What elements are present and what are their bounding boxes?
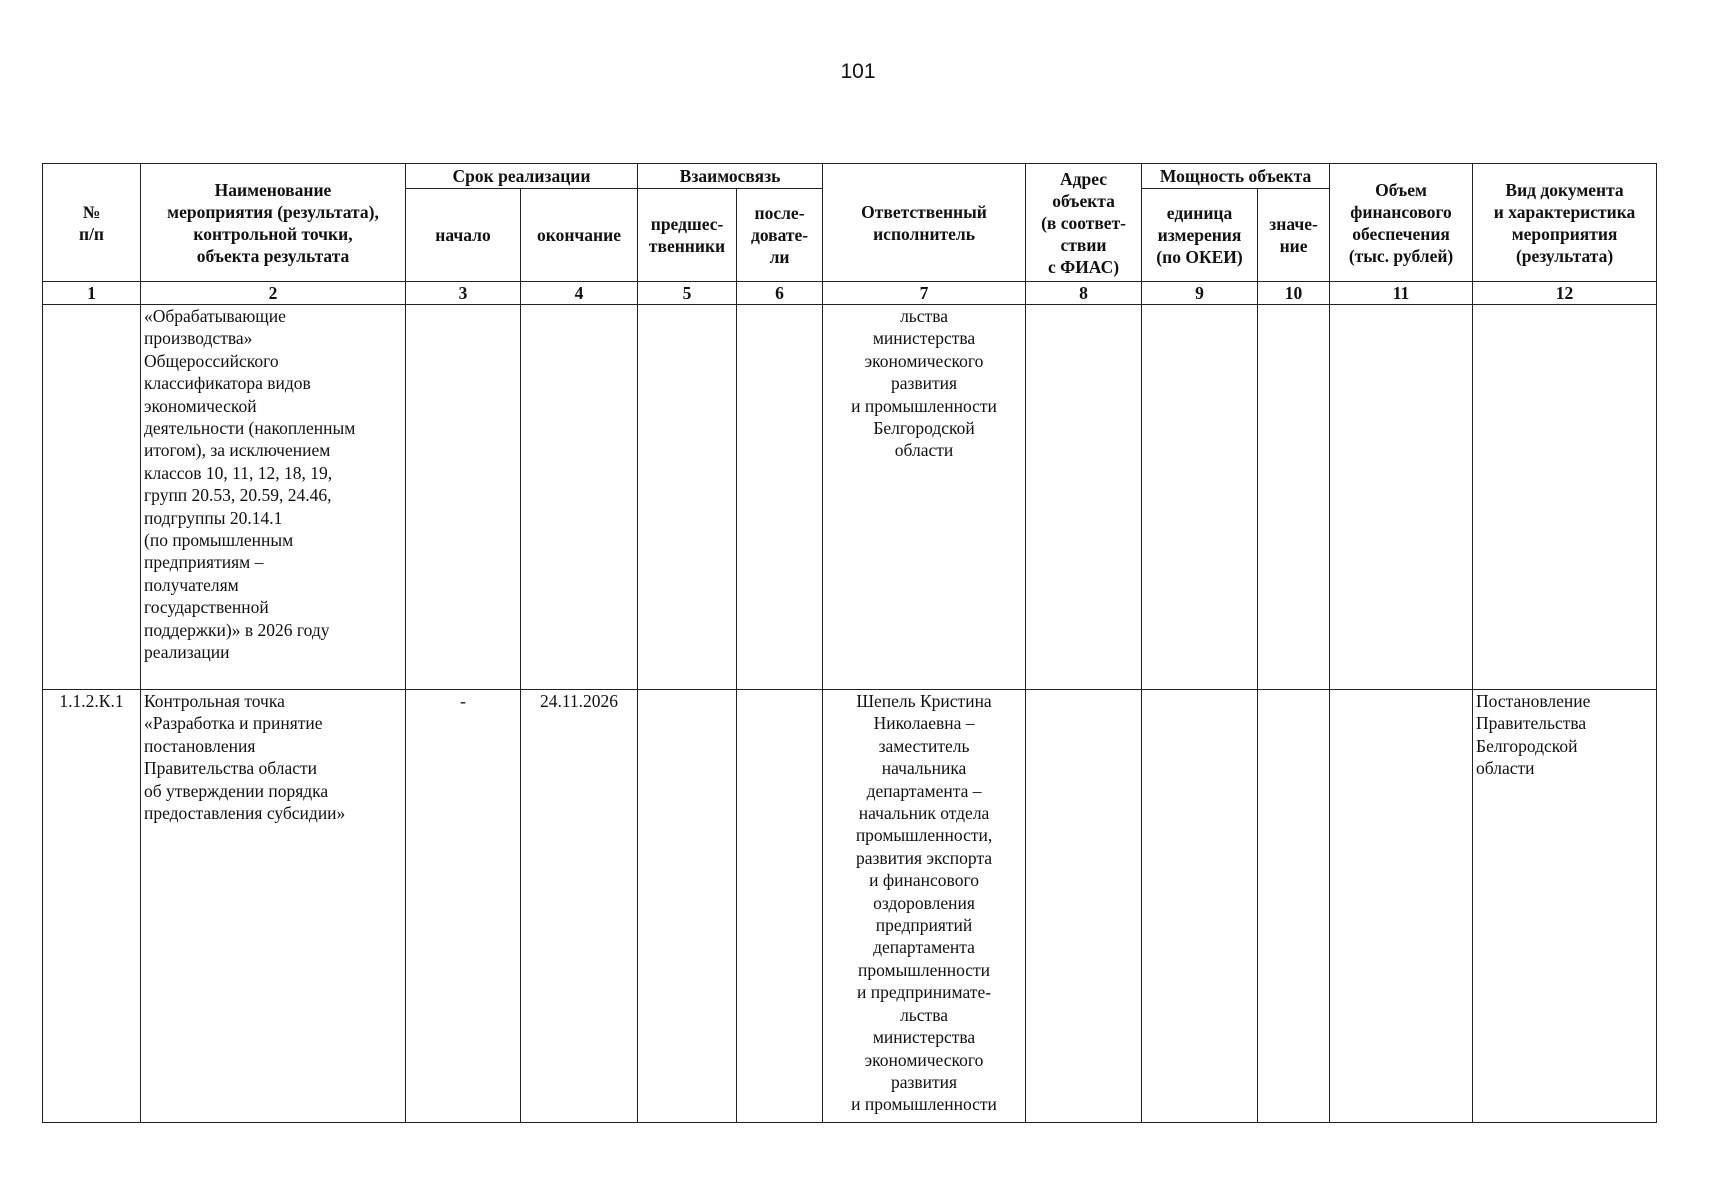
column-number: 4 — [521, 282, 638, 305]
row-end — [521, 305, 638, 690]
row-start: - — [406, 690, 521, 1123]
row-document-type: Постановление Правительства Белгородской области — [1473, 690, 1657, 1123]
column-number: 8 — [1026, 282, 1142, 305]
row-unit — [1142, 305, 1258, 690]
row-number — [43, 305, 141, 690]
column-number: 11 — [1330, 282, 1473, 305]
row-predecessors — [638, 690, 737, 1123]
row-successors — [737, 690, 823, 1123]
column-number-row — [43, 282, 1657, 305]
header-document-type: Вид документа и характеристика мероприятия (результата) — [1473, 164, 1657, 282]
row-responsible: льства министерства экономического развития и промышленности Белгородской области — [823, 305, 1026, 690]
row-start — [406, 305, 521, 690]
row-address — [1026, 690, 1142, 1123]
header-interrelation: Взаимосвязь — [638, 164, 823, 189]
column-number: 6 — [737, 282, 823, 305]
header-row-top — [43, 164, 1657, 189]
column-number: 1 — [43, 282, 141, 305]
column-number: 9 — [1142, 282, 1258, 305]
row-successors — [737, 305, 823, 690]
row-unit — [1142, 690, 1258, 1123]
row-responsible: Шепель Кристина Николаевна – заместитель начальника департамента – начальник отдела промышленности, развития экспорта и финансового оздоровления предприятий департамента промышленности и предпринимате- льства министерства экономического развития и промышленности — [823, 690, 1026, 1123]
implementation-plan-table — [42, 163, 1657, 1123]
column-number: 10 — [1258, 282, 1330, 305]
row-predecessors — [638, 305, 737, 690]
row-value — [1258, 305, 1330, 690]
header-object-address: Адрес объекта (в соответ- ствии с ФИАС) — [1026, 164, 1142, 282]
header-number: № п/п — [43, 164, 141, 282]
row-funding — [1330, 690, 1473, 1123]
column-number: 12 — [1473, 282, 1657, 305]
header-unit: единица измерения (по ОКЕИ) — [1142, 189, 1258, 282]
header-funding-volume: Объем финансового обеспечения (тыс. рублей) — [1330, 164, 1473, 282]
row-activity-name: «Обрабатывающие производства» Общероссийского классификатора видов экономической деятельности (накопленным итогом), за исключением классов 10, 11, 12, 18, 19, групп 20.53, 20.59, 24.46, подгруппы 20.14.1 (по промышленным предприятиям – получателям государственной поддержки)» в 2026 году реализации — [141, 305, 406, 690]
column-number: 3 — [406, 282, 521, 305]
header-predecessors: предшес- твенники — [638, 189, 737, 282]
row-value — [1258, 690, 1330, 1123]
row-end: 24.11.2026 — [521, 690, 638, 1123]
header-end: окончание — [521, 189, 638, 282]
row-funding — [1330, 305, 1473, 690]
header-implementation-term: Срок реализации — [406, 164, 638, 189]
column-number: 5 — [638, 282, 737, 305]
header-successors: после- довате- ли — [737, 189, 823, 282]
row-document-type — [1473, 305, 1657, 690]
row-address — [1026, 305, 1142, 690]
header-value: значе- ние — [1258, 189, 1330, 282]
header-activity-name: Наименование мероприятия (результата), контрольной точки, объекта результата — [141, 164, 406, 282]
table-row — [43, 305, 1657, 690]
header-start: начало — [406, 189, 521, 282]
table-row — [43, 690, 1657, 1123]
header-responsible: Ответственный исполнитель — [823, 164, 1026, 282]
row-activity-name: Контрольная точка «Разработка и принятие постановления Правительства области об утверждении порядка предоставления субсидии» — [141, 690, 406, 1123]
row-number: 1.1.2.К.1 — [43, 690, 141, 1123]
column-number: 2 — [141, 282, 406, 305]
header-object-capacity: Мощность объекта — [1142, 164, 1330, 189]
page-number: 101 — [840, 60, 876, 83]
column-number: 7 — [823, 282, 1026, 305]
